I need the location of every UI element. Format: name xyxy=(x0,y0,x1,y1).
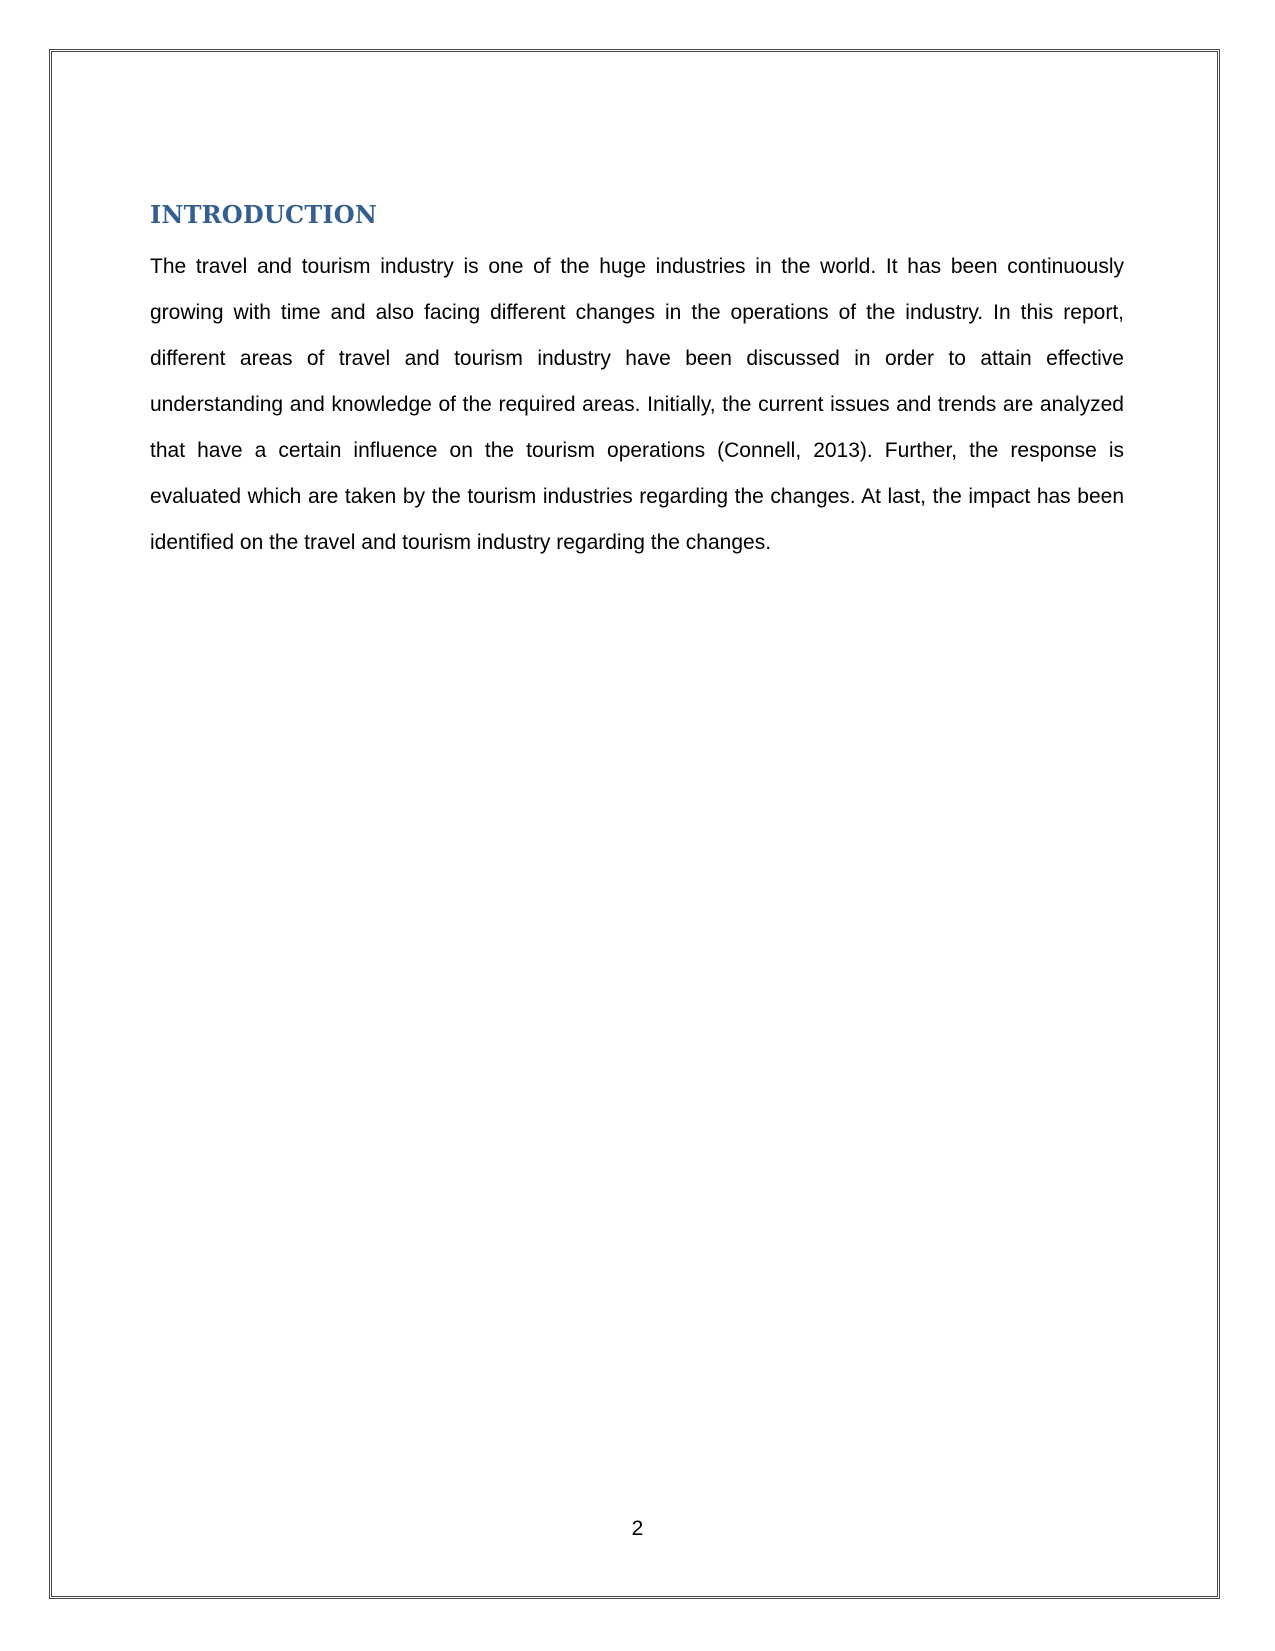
introduction-paragraph: The travel and tourism industry is one of the huge industries in the world. It has been continuously growing with time and also facing different changes in the operations of the industry. In this report, different areas of travel and tourism industry have been discussed in order to attain effective understanding and knowledge of the required areas. Initially, the current issues and trends are analyzed that have a certain influence on the tourism operations (Connell, 2013). Further, the response is evaluated which are taken by the tourism industries regarding the changes. At last, the impact has been identified on the travel and tourism industry regarding the changes. xyxy=(150,255,1124,554)
section-heading: INTRODUCTION xyxy=(150,200,378,229)
page-number: 2 xyxy=(631,1517,644,1540)
